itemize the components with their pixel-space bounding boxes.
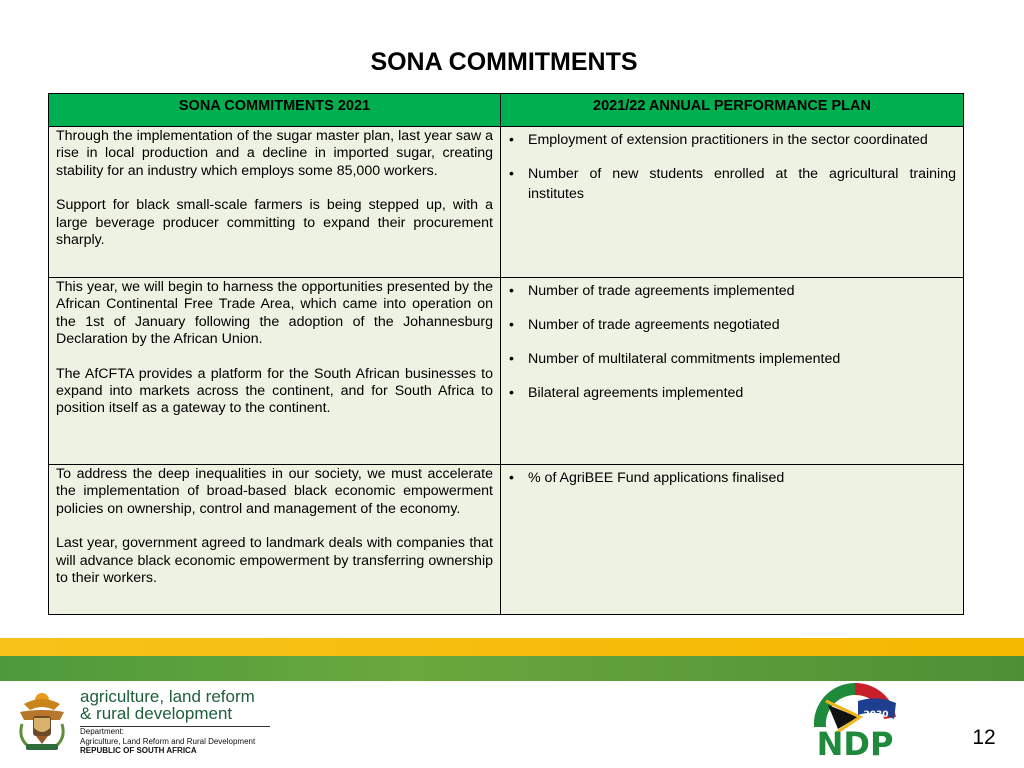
plan-list-item: • Number of new students enrolled at the agricultural training institutes: [508, 164, 956, 204]
table-header-row: [49, 94, 964, 127]
commitment-paragraph: The AfCFTA provides a platform for the South African businesses to expand into markets across the continent, and for South Africa to position itself as a gateway to the continent.: [56, 365, 493, 417]
plan-list-item: • Number of trade agreements negotiated: [508, 315, 956, 335]
department-logo-country: REPUBLIC OF SOUTH AFRICA: [80, 746, 197, 755]
column-header-sona-commitments: SONA COMMITMENTS 2021: [49, 94, 501, 127]
commitment-paragraph: Last year, government agreed to landmark deals with companies that will advance black economic empowerment by transferring ownership to their workers.: [56, 535, 493, 587]
department-logo-line1: agriculture, land reform: [80, 687, 255, 706]
department-logo-line2: & rural development: [80, 704, 233, 723]
commitment-paragraph: Support for black small-scale farmers is being stepped up, with a large beverage producer committing to expand their procurement sharply.: [56, 197, 493, 249]
ndp-year: 2030: [863, 710, 889, 720]
ndp-acronym: NDP: [816, 725, 894, 763]
page-number: 12: [972, 726, 996, 749]
slide-title: SONA COMMITMENTS: [370, 48, 638, 76]
plan-cell: [501, 127, 964, 278]
plan-list-item: • Bilateral agreements implemented: [508, 383, 956, 403]
plan-cell: [501, 278, 964, 465]
footer-band-yellow: [0, 638, 1024, 656]
commitment-paragraph: This year, we will begin to harness the opportunities presented by the African Continental Free Trade Area, which came into operation on the 1st of January following the adoption of the Johannesburg Declaration by the African Union.: [56, 279, 493, 348]
plan-cell: [501, 465, 964, 615]
plan-list-item: • Employment of extension practitioners in the sector coordinated: [508, 130, 956, 150]
commitment-paragraph: Through the implementation of the sugar master plan, last year saw a rise in local production and a decline in imported sugar, creating stability for an industry which employs some 85,000 workers.: [56, 128, 493, 179]
plan-list: [508, 468, 956, 488]
coat-of-arms-icon: [14, 690, 70, 756]
department-logo: [80, 688, 280, 756]
commitment-cell: [49, 278, 501, 465]
commitment-cell: [49, 127, 501, 278]
table-row: [49, 127, 964, 278]
ndp-2030-logo: [808, 673, 903, 763]
plan-list-item: • Number of multilateral commitments implemented: [508, 349, 956, 369]
table-row: [49, 278, 964, 465]
table-row: [49, 465, 964, 615]
department-logo-caption: Agriculture, Land Reform and Rural Development: [80, 736, 256, 746]
commitment-paragraph: To address the deep inequalities in our society, we must accelerate the implementation of broad-based black economic empowerment policies on ownership, control and management of the economy.: [56, 466, 493, 517]
plan-list-item: • Number of trade agreements implemented: [508, 281, 956, 301]
column-header-annual-performance-plan: 2021/22 ANNUAL PERFORMANCE PLAN: [501, 94, 964, 127]
plan-list: [508, 130, 956, 204]
plan-list: [508, 281, 956, 403]
sona-commitments-table: [48, 93, 964, 615]
plan-list-item: • % of AgriBEE Fund applications finalised: [508, 468, 956, 488]
commitment-cell: [49, 465, 501, 615]
department-logo-caption: Department:: [80, 727, 125, 736]
